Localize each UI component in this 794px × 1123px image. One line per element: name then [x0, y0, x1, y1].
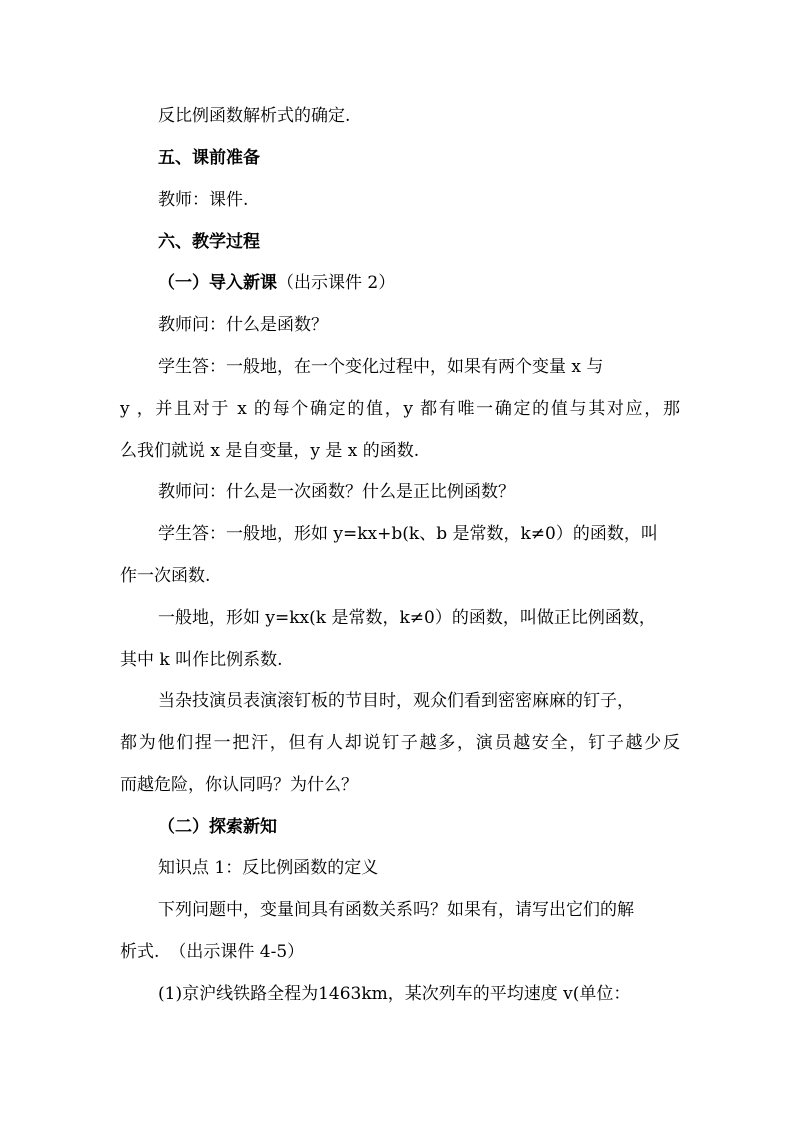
text-line	[120, 942, 680, 962]
text-line: (1)京沪线铁路全程为1463km，某次列车的平均速度 v(单位：	[158, 984, 631, 1004]
text-line: 教师问：什么是函数？	[158, 315, 328, 335]
courseware-note: （出示课件 2）	[277, 273, 396, 293]
section-heading: 六、教学过程	[158, 232, 260, 252]
text-line: 下列问题中，变量间具有函数关系吗？如果有，请写出它们的解	[158, 900, 634, 920]
text-line: 学生答：一般地，形如 y=kx+b(k、b 是常数，k≠0）的函数，叫	[158, 524, 658, 544]
text-line: 当杂技演员表演滚钉板的节目时，观众们看到密密麻麻的钉子，	[158, 691, 634, 711]
text-line: 作一次函数.	[120, 566, 211, 586]
text-line: 一般地，形如 y=kx(k 是常数，k≠0）的函数，叫做正比例函数，	[158, 608, 656, 628]
text-line: 教师：课件.	[158, 190, 249, 210]
text-line: 教师问：什么是一次函数？什么是正比例函数？	[158, 482, 515, 502]
text-line: 知识点 1：反比例函数的定义	[158, 858, 379, 878]
text-line: 么我们就说 x 是自变量，y 是 x 的函数.	[120, 441, 420, 461]
text-line: y ，并且对于 x 的每个确定的值，y 都有唯一确定的值与其对应，那	[120, 399, 680, 419]
subsection-title: （一）导入新课	[158, 273, 277, 293]
text-fragment: 析式.	[120, 942, 160, 962]
courseware-note: （出示课件 4-5）	[169, 942, 305, 962]
text-line: 学生答：一般地，在一个变化过程中，如果有两个变量 x 与	[158, 357, 604, 377]
text-line: 反比例函数解析式的确定.	[158, 106, 351, 126]
section-heading: （二）探索新知	[158, 817, 277, 837]
subsection-heading	[158, 273, 395, 293]
text-line: 而越危险，你认同吗？为什么？	[120, 775, 358, 795]
section-heading: 五、课前准备	[158, 148, 260, 168]
text-line: 其中 k 叫作比例系数.	[120, 650, 283, 670]
text-line: 都为他们捏一把汗，但有人却说钉子越多，演员越安全，钉子越少反	[120, 733, 680, 753]
